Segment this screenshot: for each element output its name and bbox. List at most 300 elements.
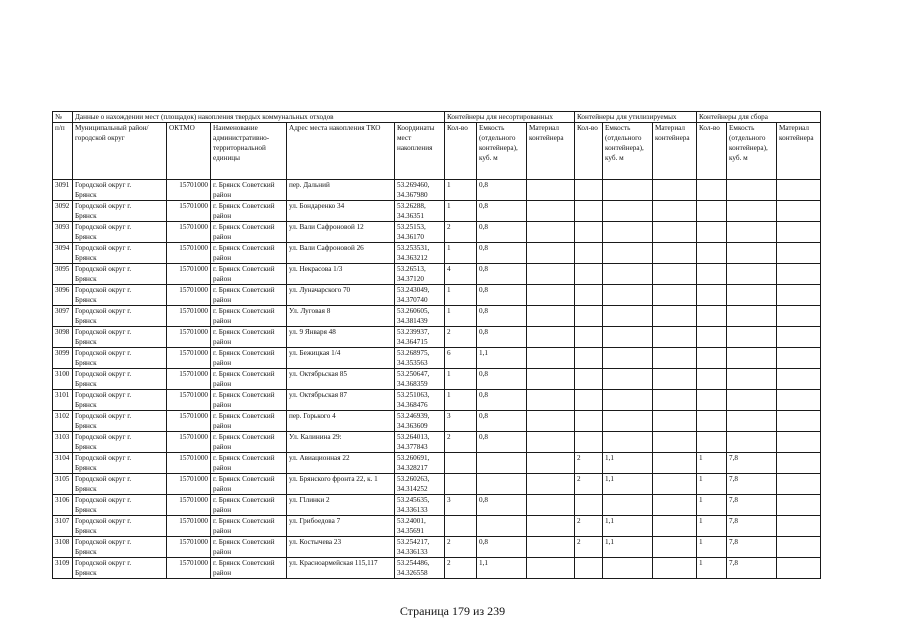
collection-capacity-cell: 7,8 (727, 516, 777, 537)
municipality-line-2: Брянск (75, 212, 97, 220)
table-row (53, 495, 821, 516)
admin-unit-cell (211, 453, 287, 474)
table-row (53, 201, 821, 222)
header-group-row (53, 112, 821, 123)
table-row (53, 285, 821, 306)
unsorted-qty-cell: 2 (445, 327, 477, 348)
unsorted-capacity-cell: 0,8 (477, 495, 527, 516)
oktmo-cell: 15701000 (167, 516, 211, 537)
municipality-line-1: Городской округ г. (75, 307, 132, 315)
recycled-material-cell (653, 201, 697, 222)
unsorted-material-cell (527, 474, 575, 495)
oktmo-cell: 15701000 (167, 453, 211, 474)
unsorted-capacity-cell (477, 453, 527, 474)
coordinates-cell (395, 558, 445, 579)
collection-qty-cell (697, 243, 727, 264)
collection-material-cell (777, 264, 821, 285)
address-cell: ул. Гlлинки 2 (287, 495, 395, 516)
recycled-qty-cell (575, 180, 603, 201)
unsorted-material-cell (527, 432, 575, 453)
municipality-line-1: Городской округ г. (75, 286, 132, 294)
header-group-places: Данные о нахождении мест (площадок) накопления твердых коммунальных отходов (73, 112, 445, 123)
admin-unit-line-1: г. Брянск Советский (213, 538, 275, 546)
recycled-qty-cell (575, 390, 603, 411)
coordinates-cell (395, 327, 445, 348)
row-number: 3098 (53, 327, 73, 348)
address-cell: ул. Бондаренко 34 (287, 201, 395, 222)
collection-material-cell (777, 369, 821, 390)
admin-unit-cell (211, 243, 287, 264)
admin-unit-cell (211, 369, 287, 390)
latitude: 53.253531, (397, 244, 430, 252)
admin-unit-line-1: г. Брянск Советский (213, 475, 275, 483)
row-number: 3103 (53, 432, 73, 453)
unsorted-capacity-cell (477, 516, 527, 537)
recycled-capacity-cell (603, 432, 653, 453)
unsorted-qty-cell: 1 (445, 243, 477, 264)
longitude: 34.367980 (397, 191, 428, 199)
municipality-line-1: Городской округ г. (75, 223, 132, 231)
recycled-capacity-cell (603, 264, 653, 285)
recycled-material-cell (653, 369, 697, 390)
recycled-material-cell (653, 285, 697, 306)
latitude: 53.268975, (397, 349, 430, 357)
oktmo-cell: 15701000 (167, 285, 211, 306)
recycled-qty-cell (575, 201, 603, 222)
unsorted-material-cell (527, 201, 575, 222)
header-recycled-qty: Кол-во (575, 123, 603, 180)
recycled-capacity-cell (603, 201, 653, 222)
recycled-capacity-cell (603, 348, 653, 369)
municipality-line-1: Городской округ г. (75, 538, 132, 546)
collection-capacity-cell: 7,8 (727, 495, 777, 516)
collection-qty-cell: 1 (697, 558, 727, 579)
recycled-capacity-cell (603, 180, 653, 201)
municipality-line-1: Городской округ г. (75, 181, 132, 189)
coordinates-cell (395, 453, 445, 474)
recycled-material-cell (653, 180, 697, 201)
collection-capacity-cell (727, 306, 777, 327)
recycled-qty-cell (575, 327, 603, 348)
header-collection-qty: Кол-во (697, 123, 727, 180)
longitude: 34.35691 (397, 527, 424, 535)
unsorted-qty-cell (445, 453, 477, 474)
recycled-capacity-cell: 1,1 (603, 453, 653, 474)
latitude: 53.245635, (397, 496, 430, 504)
collection-capacity-cell (727, 264, 777, 285)
coordinates-cell (395, 390, 445, 411)
admin-unit-cell (211, 306, 287, 327)
recycled-material-cell (653, 243, 697, 264)
header-municipality: Муниципальный район/городской округ (73, 123, 167, 180)
header-unsorted-qty: Кол-во (445, 123, 477, 180)
collection-material-cell (777, 537, 821, 558)
admin-unit-line-2: район (213, 275, 232, 283)
coordinates-cell (395, 369, 445, 390)
unsorted-capacity-cell: 0,8 (477, 264, 527, 285)
header-admin-unit: Наименование административно-территориальной единицы (211, 123, 287, 180)
table-row (53, 222, 821, 243)
recycled-qty-cell (575, 306, 603, 327)
address-cell: Ул. Луговая 8 (287, 306, 395, 327)
address-cell: ул. Красноармейская 115,117 (287, 558, 395, 579)
recycled-material-cell (653, 306, 697, 327)
collection-qty-cell (697, 432, 727, 453)
collection-capacity-cell (727, 327, 777, 348)
collection-capacity-cell (727, 390, 777, 411)
unsorted-capacity-cell: 0,8 (477, 222, 527, 243)
unsorted-qty-cell: 1 (445, 369, 477, 390)
oktmo-cell: 15701000 (167, 495, 211, 516)
recycled-material-cell (653, 516, 697, 537)
municipality-line-2: Брянск (75, 548, 97, 556)
header-collection-material: Материал контейнера (777, 123, 821, 180)
admin-unit-line-1: г. Брянск Советский (213, 244, 275, 252)
collection-capacity-cell (727, 222, 777, 243)
unsorted-qty-cell: 2 (445, 537, 477, 558)
address-cell: ул. Бежицкая 1/4 (287, 348, 395, 369)
collection-material-cell (777, 243, 821, 264)
longitude: 34.36351 (397, 212, 424, 220)
unsorted-capacity-cell: 1,1 (477, 558, 527, 579)
recycled-qty-cell: 2 (575, 516, 603, 537)
collection-material-cell (777, 495, 821, 516)
unsorted-qty-cell: 1 (445, 285, 477, 306)
unsorted-material-cell (527, 180, 575, 201)
row-number: 3105 (53, 474, 73, 495)
municipality-cell (73, 306, 167, 327)
recycled-capacity-cell (603, 369, 653, 390)
longitude: 34.368476 (397, 401, 428, 409)
oktmo-cell: 15701000 (167, 348, 211, 369)
collection-material-cell (777, 285, 821, 306)
municipality-line-1: Городской округ г. (75, 559, 132, 567)
coordinates-cell (395, 348, 445, 369)
admin-unit-line-2: район (213, 296, 232, 304)
unsorted-material-cell (527, 558, 575, 579)
admin-unit-cell (211, 516, 287, 537)
admin-unit-cell (211, 411, 287, 432)
admin-unit-line-1: г. Брянск Советский (213, 454, 275, 462)
coordinates-cell (395, 537, 445, 558)
address-cell: ул. Некрасова 1/3 (287, 264, 395, 285)
collection-capacity-cell (727, 411, 777, 432)
admin-unit-line-2: район (213, 506, 232, 514)
unsorted-qty-cell: 1 (445, 180, 477, 201)
longitude: 34.381439 (397, 317, 428, 325)
header-group-unsorted: Контейнеры для несортированных (445, 112, 575, 123)
recycled-capacity-cell: 1,1 (603, 516, 653, 537)
collection-material-cell (777, 327, 821, 348)
admin-unit-line-2: район (213, 233, 232, 241)
collection-qty-cell (697, 390, 727, 411)
collection-capacity-cell (727, 369, 777, 390)
recycled-qty-cell (575, 243, 603, 264)
row-number: 3091 (53, 180, 73, 201)
coordinates-cell (395, 516, 445, 537)
latitude: 53.254486, (397, 559, 430, 567)
row-number: 3097 (53, 306, 73, 327)
admin-unit-line-2: район (213, 254, 232, 262)
admin-unit-line-2: район (213, 485, 232, 493)
municipality-cell (73, 369, 167, 390)
unsorted-material-cell (527, 411, 575, 432)
recycled-qty-cell: 2 (575, 537, 603, 558)
collection-capacity-cell (727, 180, 777, 201)
recycled-material-cell (653, 474, 697, 495)
admin-unit-cell (211, 495, 287, 516)
collection-material-cell (777, 432, 821, 453)
unsorted-material-cell (527, 264, 575, 285)
municipality-line-1: Городской округ г. (75, 202, 132, 210)
admin-unit-line-2: район (213, 359, 232, 367)
collection-material-cell (777, 558, 821, 579)
table-row (53, 537, 821, 558)
admin-unit-line-2: район (213, 338, 232, 346)
admin-unit-cell (211, 180, 287, 201)
recycled-capacity-cell (603, 222, 653, 243)
municipality-cell (73, 285, 167, 306)
municipality-line-2: Брянск (75, 296, 97, 304)
unsorted-qty-cell: 2 (445, 432, 477, 453)
collection-material-cell (777, 474, 821, 495)
recycled-qty-cell (575, 432, 603, 453)
recycled-material-cell (653, 222, 697, 243)
address-cell: ул. Авиационная 22 (287, 453, 395, 474)
collection-qty-cell: 1 (697, 453, 727, 474)
recycled-capacity-cell: 1,1 (603, 537, 653, 558)
unsorted-material-cell (527, 306, 575, 327)
admin-unit-line-2: район (213, 443, 232, 451)
admin-unit-line-2: район (213, 401, 232, 409)
municipality-line-1: Городской округ г. (75, 349, 132, 357)
municipality-line-2: Брянск (75, 317, 97, 325)
collection-capacity-cell (727, 201, 777, 222)
row-number: 3096 (53, 285, 73, 306)
admin-unit-line-2: район (213, 191, 232, 199)
collection-material-cell (777, 453, 821, 474)
longitude: 34.370740 (397, 296, 428, 304)
unsorted-material-cell (527, 348, 575, 369)
address-cell: ул. Октябрьская 85 (287, 369, 395, 390)
municipality-line-2: Брянск (75, 569, 97, 577)
table-row (53, 474, 821, 495)
admin-unit-line-1: г. Брянск Советский (213, 265, 275, 273)
municipality-cell (73, 537, 167, 558)
municipality-line-2: Брянск (75, 443, 97, 451)
municipality-line-1: Городской округ г. (75, 433, 132, 441)
admin-unit-cell (211, 537, 287, 558)
municipality-line-1: Городской округ г. (75, 475, 132, 483)
address-cell: ул. Костычева 23 (287, 537, 395, 558)
address-cell: ул. Луначарского 70 (287, 285, 395, 306)
admin-unit-line-1: г. Брянск Советский (213, 517, 275, 525)
admin-unit-line-1: г. Брянск Советский (213, 223, 275, 231)
latitude: 53.26513, (397, 265, 426, 273)
admin-unit-cell (211, 432, 287, 453)
collection-material-cell (777, 348, 821, 369)
municipality-line-1: Городской округ г. (75, 328, 132, 336)
collection-qty-cell (697, 327, 727, 348)
unsorted-material-cell (527, 537, 575, 558)
table-row (53, 264, 821, 285)
address-cell: пер. Горького 4 (287, 411, 395, 432)
header-unsorted-material: Материал контейнера (527, 123, 575, 180)
coordinates-cell (395, 201, 445, 222)
municipality-line-1: Городской округ г. (75, 391, 132, 399)
oktmo-cell: 15701000 (167, 264, 211, 285)
collection-capacity-cell: 7,8 (727, 558, 777, 579)
collection-qty-cell (697, 369, 727, 390)
unsorted-material-cell (527, 390, 575, 411)
collection-qty-cell (697, 348, 727, 369)
header-unsorted-capacity: Емкость (отдельного контейнера), куб. м (477, 123, 527, 180)
unsorted-capacity-cell: 0,8 (477, 411, 527, 432)
containers-registry-table (52, 111, 821, 579)
unsorted-material-cell (527, 327, 575, 348)
admin-unit-cell (211, 348, 287, 369)
row-number: 3092 (53, 201, 73, 222)
address-cell: ул. Вали Сафроновой 12 (287, 222, 395, 243)
municipality-line-2: Брянск (75, 422, 97, 430)
recycled-capacity-cell: 1,1 (603, 474, 653, 495)
admin-unit-line-1: г. Брянск Советский (213, 181, 275, 189)
unsorted-material-cell (527, 285, 575, 306)
coordinates-cell (395, 285, 445, 306)
coordinates-cell (395, 180, 445, 201)
longitude: 34.353563 (397, 359, 428, 367)
address-cell: пер. Дальний (287, 180, 395, 201)
row-number: 3108 (53, 537, 73, 558)
unsorted-material-cell (527, 369, 575, 390)
oktmo-cell: 15701000 (167, 306, 211, 327)
oktmo-cell: 15701000 (167, 432, 211, 453)
row-number: 3102 (53, 411, 73, 432)
unsorted-material-cell (527, 222, 575, 243)
row-number: 3106 (53, 495, 73, 516)
recycled-capacity-cell (603, 390, 653, 411)
admin-unit-cell (211, 285, 287, 306)
coordinates-cell (395, 495, 445, 516)
admin-unit-cell (211, 222, 287, 243)
unsorted-capacity-cell: 0,8 (477, 432, 527, 453)
unsorted-qty-cell: 6 (445, 348, 477, 369)
row-number: 3109 (53, 558, 73, 579)
table-row (53, 390, 821, 411)
table-row (53, 369, 821, 390)
header-address: Адрес места накопления ТКО (287, 123, 395, 180)
unsorted-capacity-cell: 0,8 (477, 390, 527, 411)
latitude: 53.269460, (397, 181, 430, 189)
longitude: 34.336133 (397, 506, 428, 514)
admin-unit-line-1: г. Брянск Советский (213, 202, 275, 210)
collection-material-cell (777, 180, 821, 201)
unsorted-material-cell (527, 516, 575, 537)
latitude: 53.25153, (397, 223, 426, 231)
recycled-qty-cell (575, 369, 603, 390)
unsorted-capacity-cell: 1,1 (477, 348, 527, 369)
recycled-material-cell (653, 348, 697, 369)
collection-capacity-cell (727, 243, 777, 264)
municipality-cell (73, 495, 167, 516)
municipality-line-2: Брянск (75, 359, 97, 367)
municipality-cell (73, 243, 167, 264)
recycled-material-cell (653, 411, 697, 432)
unsorted-capacity-cell: 0,8 (477, 201, 527, 222)
collection-qty-cell (697, 264, 727, 285)
municipality-line-1: Городской округ г. (75, 370, 132, 378)
collection-capacity-cell: 7,8 (727, 537, 777, 558)
recycled-capacity-cell (603, 558, 653, 579)
latitude: 53.254217, (397, 538, 430, 546)
header-pp: п/п (53, 123, 73, 180)
header-oktmo: ОКТМО (167, 123, 211, 180)
unsorted-capacity-cell: 0,8 (477, 327, 527, 348)
oktmo-cell: 15701000 (167, 369, 211, 390)
recycled-material-cell (653, 432, 697, 453)
admin-unit-line-1: г. Брянск Советский (213, 328, 275, 336)
latitude: 53.239937, (397, 328, 430, 336)
recycled-capacity-cell (603, 306, 653, 327)
collection-qty-cell: 1 (697, 495, 727, 516)
recycled-capacity-cell (603, 411, 653, 432)
municipality-line-2: Брянск (75, 401, 97, 409)
latitude: 53.26288, (397, 202, 426, 210)
unsorted-capacity-cell: 0,8 (477, 243, 527, 264)
unsorted-capacity-cell: 0,8 (477, 537, 527, 558)
collection-material-cell (777, 516, 821, 537)
collection-qty-cell: 1 (697, 537, 727, 558)
address-cell: ул. Грибоедова 7 (287, 516, 395, 537)
latitude: 53.243049, (397, 286, 430, 294)
longitude: 34.326558 (397, 569, 428, 577)
address-cell: Ул. Калинина 29: (287, 432, 395, 453)
row-number: 3107 (53, 516, 73, 537)
oktmo-cell: 15701000 (167, 201, 211, 222)
collection-material-cell (777, 222, 821, 243)
longitude: 34.364715 (397, 338, 428, 346)
unsorted-qty-cell: 1 (445, 306, 477, 327)
municipality-line-1: Городской округ г. (75, 244, 132, 252)
row-number: 3094 (53, 243, 73, 264)
unsorted-material-cell (527, 243, 575, 264)
latitude: 53.260691, (397, 454, 430, 462)
oktmo-cell: 15701000 (167, 180, 211, 201)
admin-unit-line-1: г. Брянск Советский (213, 349, 275, 357)
municipality-line-1: Городской округ г. (75, 517, 132, 525)
row-number: 3104 (53, 453, 73, 474)
recycled-material-cell (653, 495, 697, 516)
collection-capacity-cell (727, 432, 777, 453)
latitude: 53.264013, (397, 433, 430, 441)
oktmo-cell: 15701000 (167, 390, 211, 411)
recycled-material-cell (653, 537, 697, 558)
municipality-line-2: Брянск (75, 338, 97, 346)
unsorted-qty-cell: 3 (445, 495, 477, 516)
municipality-cell (73, 474, 167, 495)
recycled-material-cell (653, 558, 697, 579)
header-coordinates: Координаты мест накопления (395, 123, 445, 180)
collection-qty-cell (697, 306, 727, 327)
collection-qty-cell: 1 (697, 474, 727, 495)
municipality-line-2: Брянск (75, 275, 97, 283)
coordinates-cell (395, 222, 445, 243)
latitude: 53.260263, (397, 475, 430, 483)
municipality-line-1: Городской округ г. (75, 265, 132, 273)
coordinates-cell (395, 243, 445, 264)
collection-qty-cell (697, 201, 727, 222)
unsorted-qty-cell: 2 (445, 222, 477, 243)
